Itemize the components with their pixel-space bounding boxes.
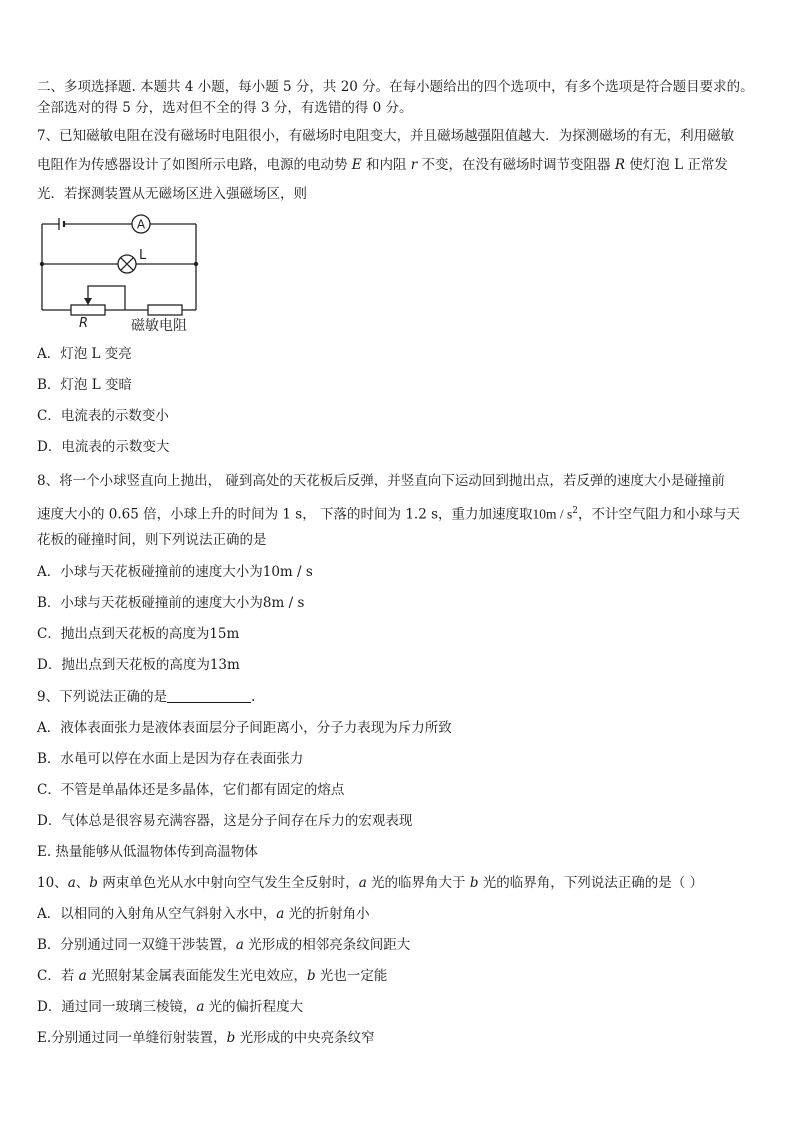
q9-stem: 9、下列说法正确的是 . [37,689,256,705]
q7-option-b[interactable]: B．灯泡 L 变暗 [37,377,132,393]
q9-option-a[interactable]: A．液体表面张力是液体表面层分子间距离小，分子力表现为斥力所致 [37,720,452,736]
ammeter-symbol [132,215,150,233]
q10-option-b[interactable]: B．分别通过同一双缝干涉装置，a 光形成的相邻亮条纹间距大 [37,937,411,953]
q8-stem-line3: 花板的碰撞时间，则下列说法正确的是 [37,532,267,548]
q7-option-d[interactable]: D．电流表的示数变大 [37,439,170,455]
q7-stem-line3: 光．若探测装置从无磁场区进入强磁场区，则 [37,186,307,202]
q8-stem-line2: 速度大小的 0.65 倍，小球上升的时间为 1 s， 下落的时间为 1.2 s，重力加速度取$10m / s^2$，不计空气阻力和小球与天 [37,506,741,523]
q7-option-a[interactable]: A．灯泡 L 变亮 [37,346,132,362]
sensor-label: 磁敏电阻 [131,318,187,332]
lamp-symbol [118,255,136,273]
q8-option-b[interactable]: B．小球与天花板碰撞前的速度大小为8m / s [37,595,305,611]
q10-option-d[interactable]: D．通过同一玻璃三棱镜，a 光的偏折程度大 [37,999,304,1015]
q10-stem: 10、a、b 两束单色光从水中射向空气发生全反射时，a 光的临界角大于 b 光的临界角，下列说法正确的是（ ） [37,875,704,891]
q10-option-e[interactable]: E.分别通过同一单缝衍射装置，b 光形成的中央亮条纹窄 [37,1030,375,1046]
q8-option-a[interactable]: A．小球与天花板碰撞前的速度大小为10m / s [37,564,313,580]
section-scoring-note: 全部选对的得 5 分，选对但不全的得 3 分，有选错的得 0 分。 [37,100,413,116]
q9-option-d[interactable]: D．气体总是很容易充满容器，这是分子间存在斥力的宏观表现 [37,813,413,829]
lamp-label: L [139,248,147,263]
svg-text:A: A [136,217,146,232]
q7-stem-line1: 7、已知磁敏电阻在没有磁场时电阻很小，有磁场时电阻变大，并且磁场越强阻值越大．为探测磁场的有无，利用磁敏 [37,128,735,144]
q9-option-e[interactable]: E. 热量能够从低温物体传到高温物体 [37,844,258,860]
section-heading: 二、多项选择题. 本题共 4 小题，每小题 5 分，共 20 分。在每小题给出的四个选项中，有多个选项是符合题目要求的。 [37,79,754,95]
rheostat-label: R [79,316,89,331]
q7-option-c[interactable]: C．电流表的示数变小 [37,408,169,424]
q7-stem-line2: 电阻作为传感器设计了如图所示电路，电源的电动势 E 和内阻 r 不变，在没有磁场时调节变阻器 R 使灯泡 L 正常发 [37,157,728,173]
q9-option-c[interactable]: C．不管是单晶体还是多晶体，它们都有固定的熔点 [37,782,345,798]
q8-stem-line1: 8、将一个小球竖直向上抛出， 碰到高处的天花板后反弹，并竖直向下运动回到抛出点，若反弹的速度大小是碰撞前 [37,473,725,489]
q8-option-c[interactable]: C．抛出点到天花板的高度为15m [37,626,240,642]
circuit-diagram [37,212,207,332]
q10-option-c[interactable]: C．若 a 光照射某金属表面能发生光电效应，b 光也一定能 [37,968,388,984]
answer-blank[interactable] [167,689,251,703]
q9-option-b[interactable]: B．水黾可以停在水面上是因为存在表面张力 [37,751,304,767]
q8-option-d[interactable]: D．抛出点到天花板的高度为13m [37,657,240,673]
q10-option-a[interactable]: A．以相同的入射角从空气斜射入水中，a 光的折射角小 [37,906,370,922]
